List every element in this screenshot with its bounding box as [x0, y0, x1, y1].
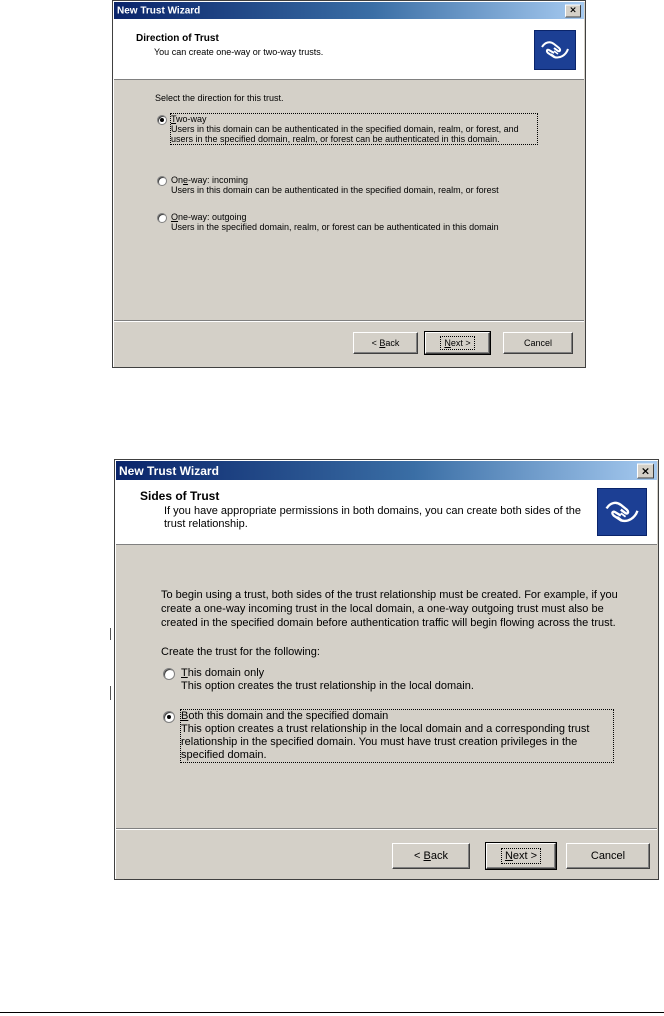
button-separator — [116, 828, 657, 830]
close-button[interactable] — [637, 463, 654, 478]
option-one-way-incoming[interactable] — [157, 175, 547, 195]
option-text — [171, 212, 547, 232]
close-button[interactable] — [565, 4, 581, 17]
create-trust-prompt: Create the trust for the following: — [161, 646, 320, 658]
both-domains-description: This option creates a trust relationship in the local domain and a corresponding trust relationship in the specified domain. You must have trust creation privileges in the specified domain. — [181, 723, 590, 761]
page-footer-rule — [0, 1012, 664, 1013]
this-domain-only-description: This option creates the trust relationship in the local domain. — [181, 680, 474, 692]
close-icon: × — [569, 5, 577, 15]
handshake-icon — [534, 30, 576, 70]
next-button[interactable]: Next > — [425, 332, 490, 354]
one-way-outgoing-description: Users in the specified domain, realm, or forest can be authenticated in this domain — [171, 222, 499, 232]
page-subtitle: If you have appropriate permissions in both domains, you can create both sides of the trust relationship. — [164, 505, 582, 530]
wizard-header — [114, 19, 584, 80]
explanation-text: To begin using a trust, both sides of the trust relationship must be created. For example, if you create a one-way incoming trust in the local domain, a one-way outgoing trust must also be created in the specified domain before authentication traffic will begin flowing across the trust. — [161, 589, 618, 629]
wizard-header — [116, 480, 657, 545]
one-way-incoming-label[interactable]: One-way: incoming — [171, 175, 249, 185]
two-way-radio[interactable] — [157, 115, 167, 125]
cancel-button[interactable]: Cancel — [566, 843, 650, 869]
option-text — [171, 175, 547, 195]
one-way-incoming-description: Users in this domain can be authenticated in the specified domain, realm, or forest — [171, 185, 499, 195]
one-way-outgoing-label[interactable]: One-way: outgoing — [171, 212, 247, 222]
one-way-incoming-radio[interactable] — [157, 176, 167, 186]
window-title: New Trust Wizard — [119, 463, 219, 478]
cancel-button[interactable]: Cancel — [503, 332, 573, 354]
back-button[interactable]: < Back — [392, 843, 470, 869]
back-button[interactable]: < Back — [353, 332, 418, 354]
this-domain-only-radio[interactable] — [163, 668, 175, 680]
option-this-domain-only[interactable] — [163, 667, 633, 693]
next-button[interactable]: Next > — [486, 843, 556, 869]
option-one-way-outgoing[interactable] — [157, 212, 547, 232]
option-text — [181, 667, 633, 693]
both-domains-radio[interactable] — [163, 711, 175, 723]
this-domain-only-label[interactable]: This domain only — [181, 667, 265, 679]
option-both-domains[interactable] — [163, 710, 613, 762]
direction-prompt: Select the direction for this trust. — [155, 93, 284, 103]
both-domains-label[interactable]: Both this domain and the specified domain — [181, 710, 389, 722]
two-way-label[interactable]: Two-way — [171, 114, 207, 124]
page-title: Sides of Trust — [140, 489, 220, 503]
wizard-window-sides — [114, 459, 659, 880]
option-text — [181, 710, 613, 762]
button-separator — [114, 320, 584, 322]
page-subtitle: You can create one-way or two-way trusts. — [154, 47, 324, 57]
window-title: New Trust Wizard — [117, 5, 201, 16]
page-title: Direction of Trust — [136, 33, 219, 44]
option-text — [171, 114, 537, 144]
title-bar[interactable] — [114, 2, 584, 19]
handshake-icon — [597, 488, 647, 536]
option-two-way[interactable] — [157, 114, 537, 144]
two-way-description: Users in this domain can be authenticated in the specified domain, realm, or forest, and users in the specified domain, realm, or forest can be authenticated in this domain. — [171, 124, 519, 144]
close-icon: × — [640, 464, 651, 477]
one-way-outgoing-radio[interactable] — [157, 213, 167, 223]
scan-artifact — [110, 686, 111, 700]
wizard-window-direction — [112, 0, 586, 368]
title-bar[interactable] — [116, 461, 657, 480]
scan-artifact — [110, 628, 111, 640]
